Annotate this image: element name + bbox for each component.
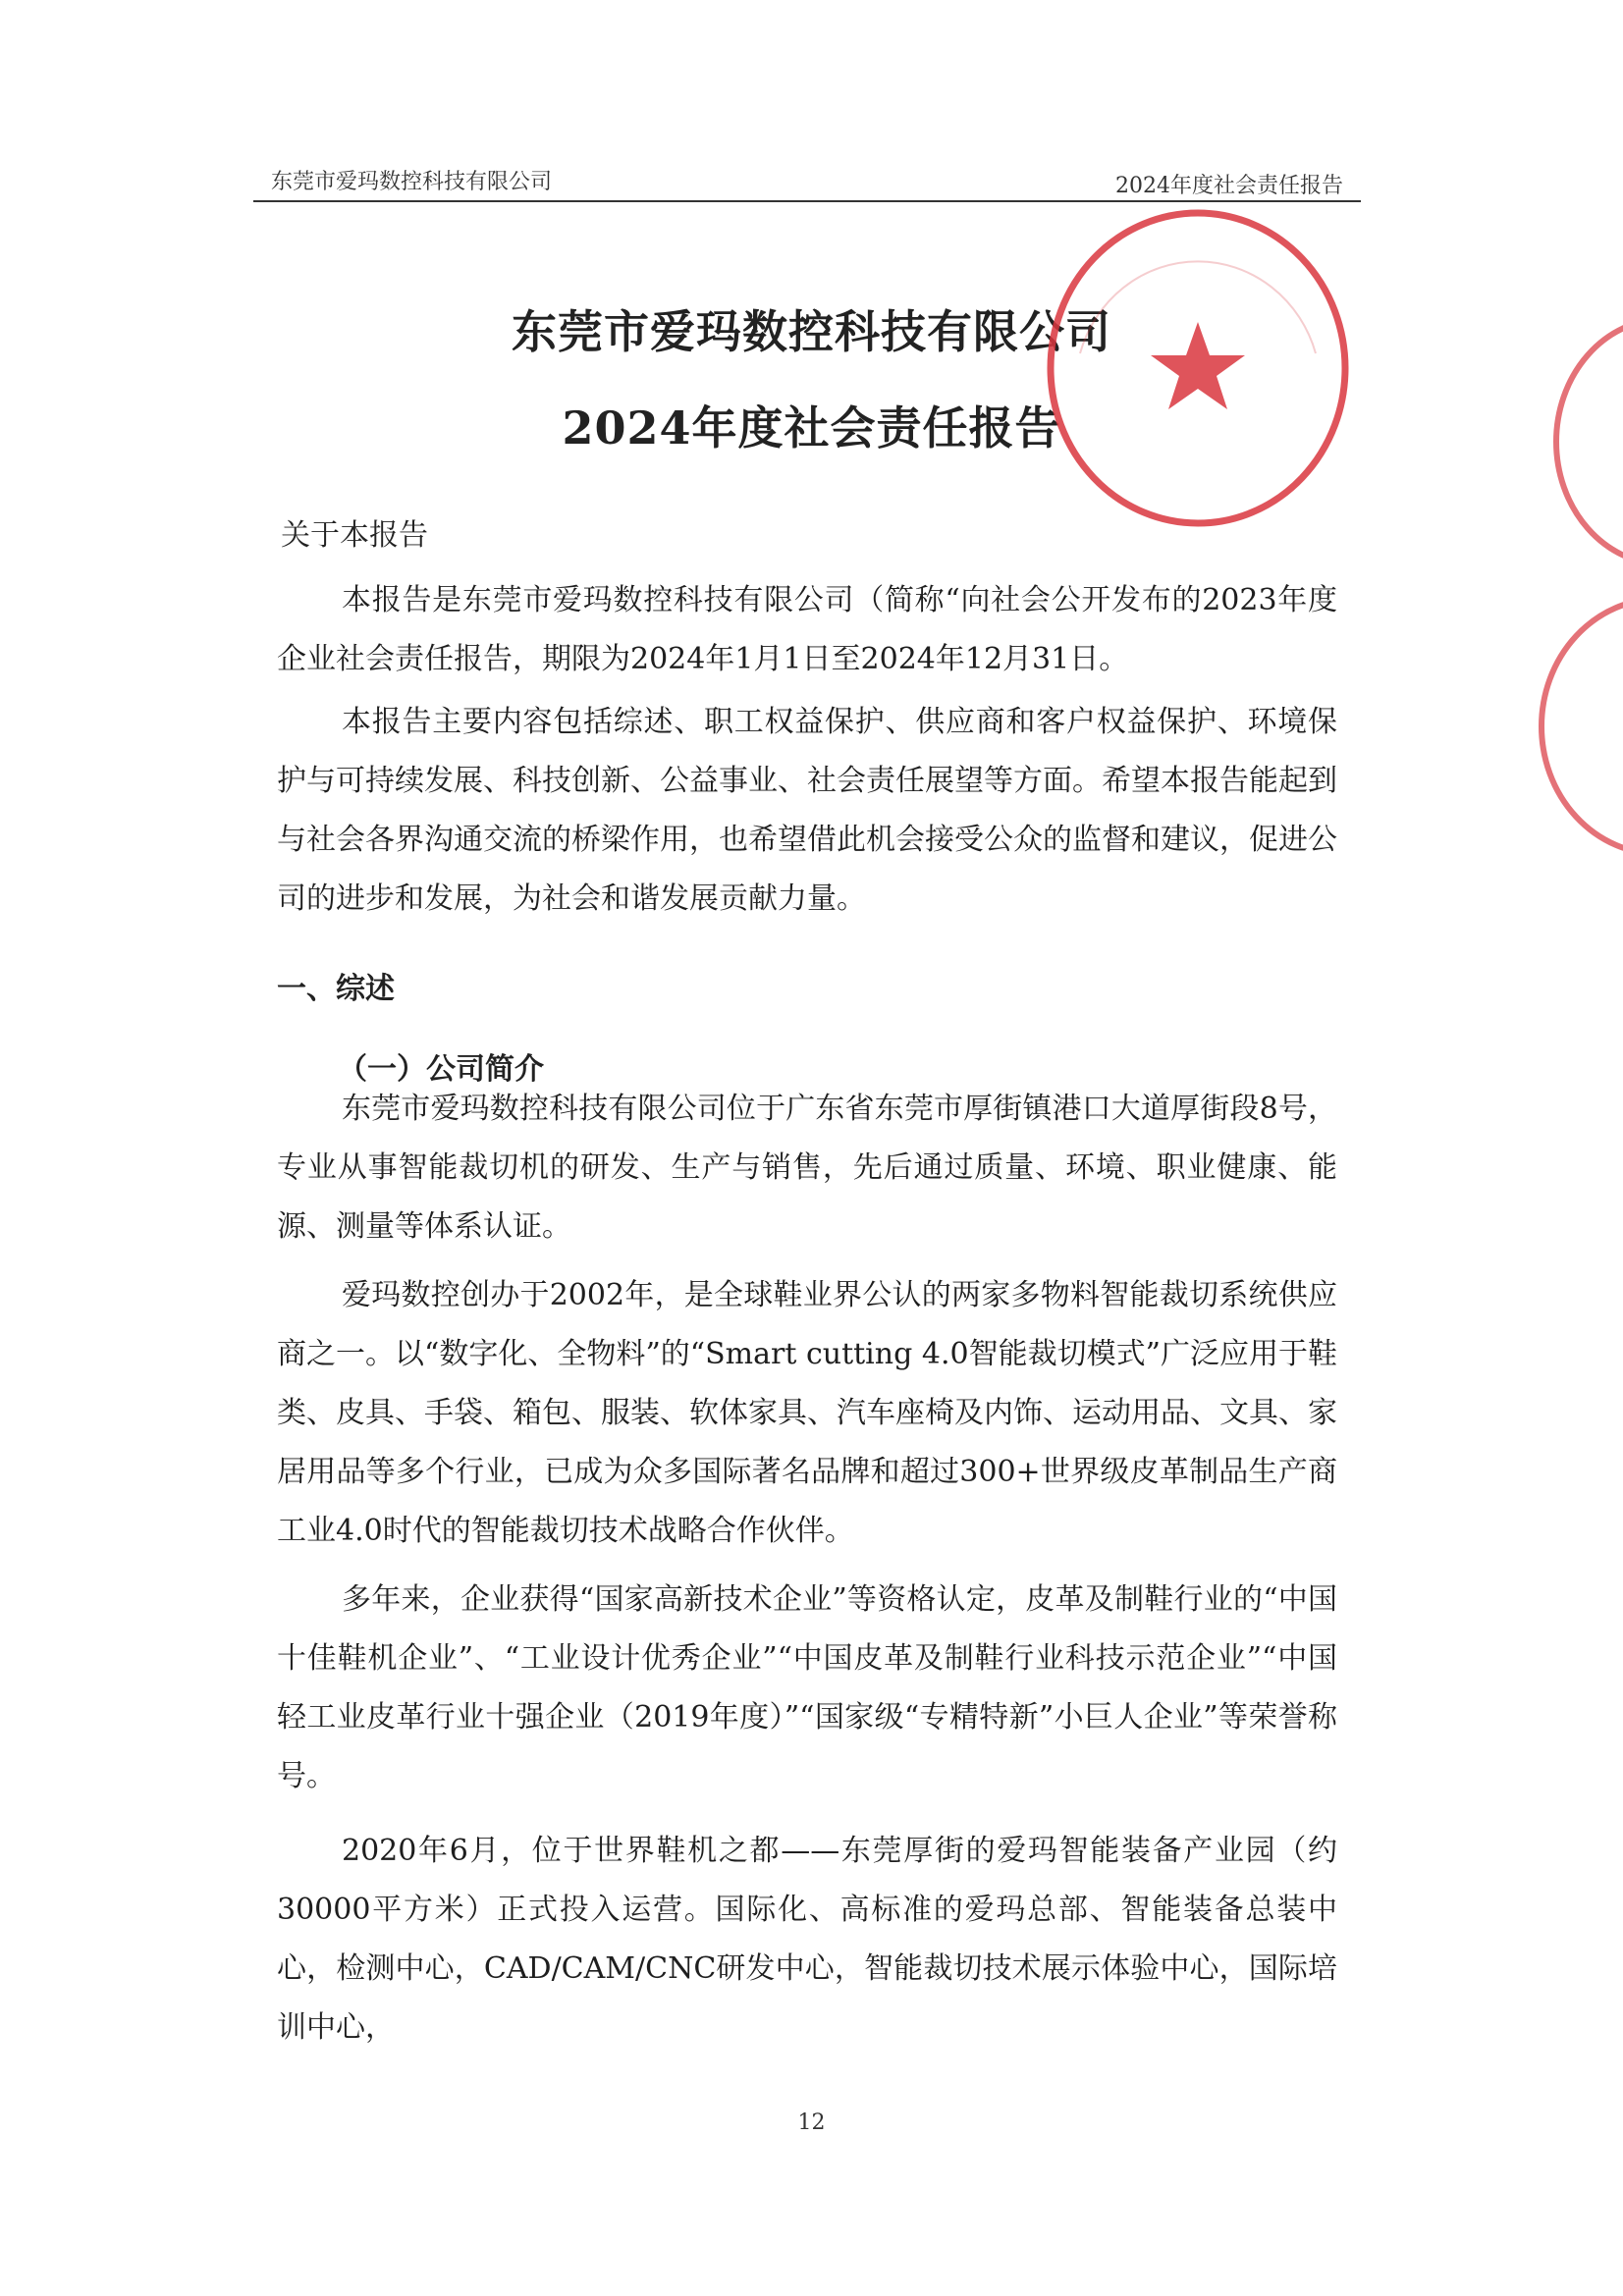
- company-profile-heading: （一）公司简介: [338, 1052, 544, 1087]
- document-title-line1: 东莞市爱玛数控科技有限公司: [512, 305, 1111, 358]
- profile-paragraph-4: 2020年6月，位于世界鞋机之都——东莞厚街的爱玛智能装备产业园（约30000平方米）正式投入运营。国际化、高标准的爱玛总部、智能装备总装中心，检测中心，CAD/CAM/CNC研发中心，智能裁切技术展示体验中心，国际培训中心，: [277, 1834, 1337, 2045]
- overview-heading: 一、综述: [277, 972, 395, 1006]
- header-report-title: 2024年度社会责任报告: [1115, 174, 1343, 198]
- company-seal-stamp: [1041, 206, 1355, 530]
- header-company: 东莞市爱玛数控科技有限公司: [271, 170, 553, 194]
- profile-paragraph-3: 多年来，企业获得“国家高新技术企业”等资格认定，皮革及制鞋行业的“中国十佳鞋机企业”、“工业设计优秀企业”“中国皮革及制鞋行业科技示范企业”“中国轻工业皮革行业十强企业（2019年度）”“国家级“专精特新”小巨人企业”等荣誉称号。: [277, 1582, 1337, 1793]
- document-title-line2: 2024年度社会责任报告: [562, 401, 1061, 454]
- about-report-heading: 关于本报告: [281, 518, 428, 553]
- about-paragraph-1: 本报告是东莞市爱玛数控科技有限公司（简称“向社会公开发布的2023年度企业社会责任报告，期限为2024年1月1日至2024年12月31日。: [277, 583, 1337, 676]
- about-paragraph-2: 本报告主要内容包括综述、职工权益保护、供应商和客户权益保护、环境保护与可持续发展、科技创新、公益事业、社会责任展望等方面。希望本报告能起到与社会各界沟通交流的桥梁作用，也希望借此机会接受公众的监督和建议，促进公司的进步和发展，为社会和谐发展贡献力量。: [277, 705, 1337, 916]
- page-header: [253, 165, 1361, 202]
- partial-seal-stamp-bottom: [1532, 589, 1623, 864]
- profile-paragraph-2: 爱玛数控创办于2002年，是全球鞋业界公认的两家多物料智能裁切系统供应商之一。以“数字化、全物料”的“Smart cutting 4.0智能裁切模式”广泛应用于鞋类、皮具、手袋、箱包、服装、软体家具、汽车座椅及内饰、运动用品、文具、家居用品等多个行业，已成为众多国际著名品牌和超过300+世界级皮革制品生产商工业4.0时代的智能裁切技术战略合作伙伴。: [277, 1278, 1337, 1548]
- profile-paragraph-1: 东莞市爱玛数控科技有限公司位于广东省东莞市厚街镇港口大道厚街段8号，专业从事智能裁切机的研发、生产与销售，先后通过质量、环境、职业健康、能源、测量等体系认证。: [277, 1092, 1337, 1244]
- page-number: 12: [797, 2110, 826, 2135]
- partial-seal-stamp-top: [1546, 314, 1623, 569]
